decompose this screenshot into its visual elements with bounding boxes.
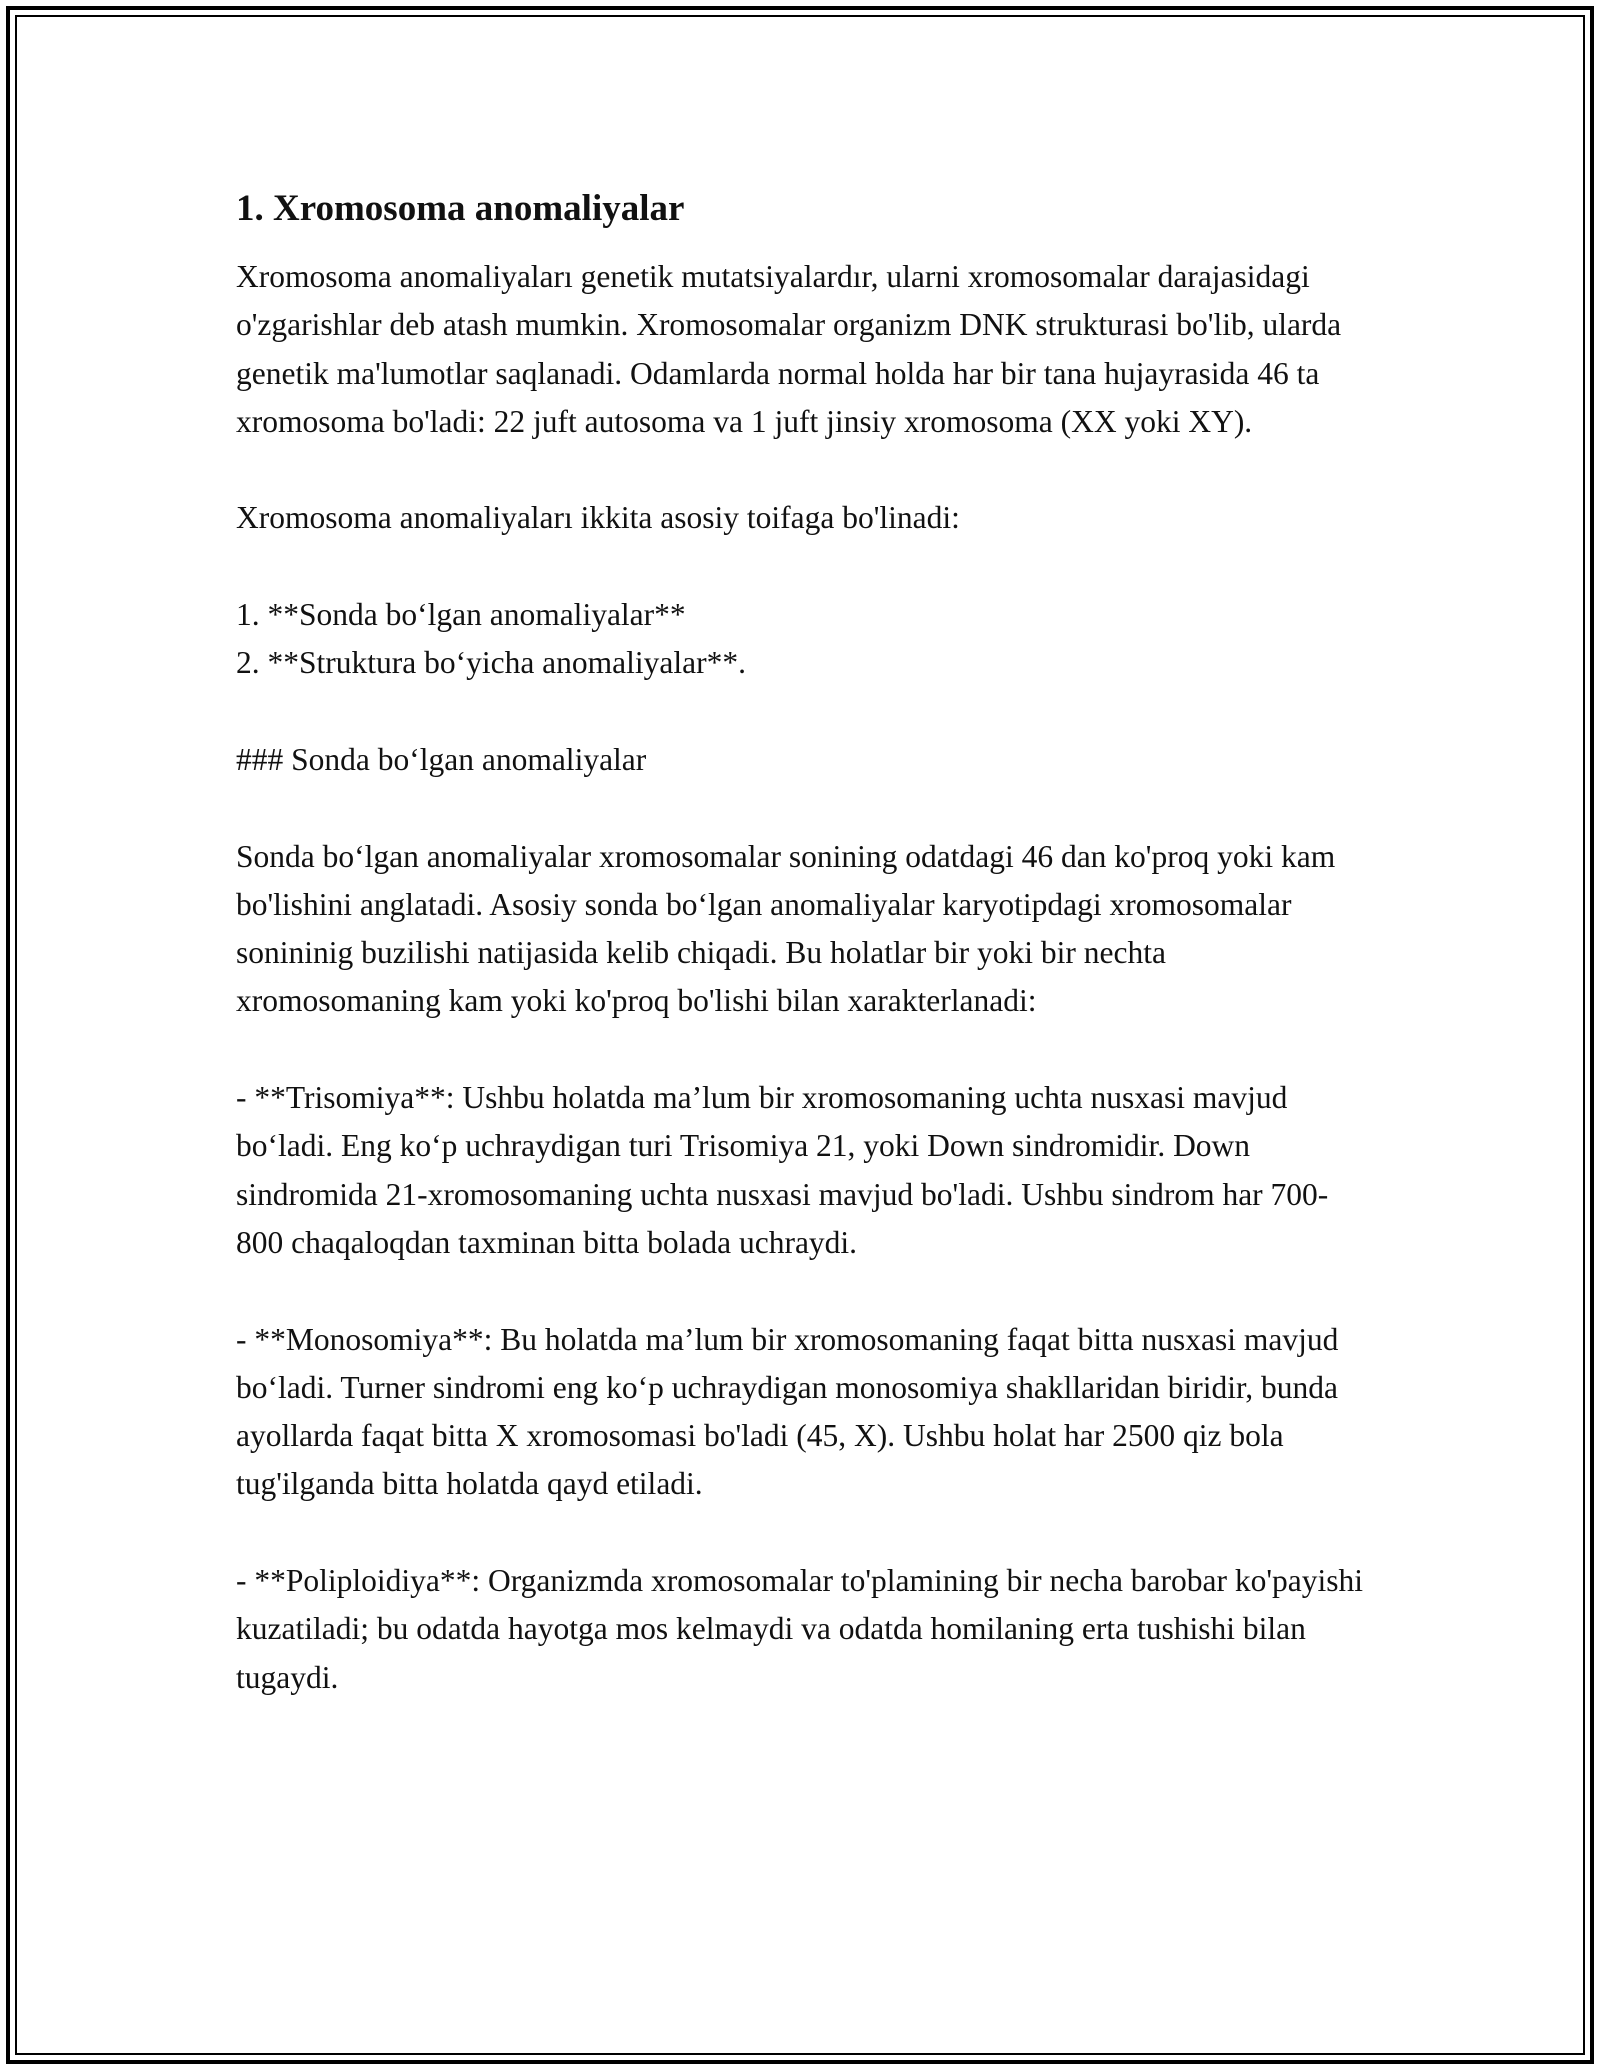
list-item: 2. **Struktura bo‘yicha anomaliyalar**. [236, 645, 746, 681]
intro-paragraph: Xromosoma anomaliyaları genetik mutatsiyalardır, ularni xromosomalar darajasidagi o'zgarishlar deb atash mumkin. Xromosomalar organizm DNK strukturasi bo'lib, ularda genetik ma'lumotlar saqlanadi. Odamlarda normal holda har bir tana hujayrasida 46 ta xromosoma bo'ladi: 22 juft autosoma va 1 juft jinsiy xromosoma (XX yoki XY). [236, 259, 1342, 439]
section-heading: 1. Xromosoma anomaliyalar [236, 188, 685, 229]
monosomy-paragraph: - **Monosomiya**: Bu holatda ma’lum bir xromosomaning faqat bitta nusxasi mavjud bo‘ladi. Turner sindromi eng ko‘p uchraydigan monosomiya shakllaridan biridir, bunda ayollarda faqat bitta X xromosomasi bo'ladi (45, X). Ushbu holat har 2500 qiz bola tug'ilganda bitta holatda qayd etiladi. [236, 1321, 1339, 1502]
trisomy-paragraph: - **Trisomiya**: Ushbu holatda ma’lum bir xromosomaning uchta nusxasi mavjud bo‘ladi. Eng ko‘p uchraydigan turi Trisomiya 21, yoki Down sindromidir. Down sindromida 21-xromosomaning uchta nusxasi mavjud bo'ladi. Ushbu sindrom har 700-800 chaqaloqdan taxminan bitta bolada uchraydi. [236, 1080, 1329, 1260]
list-item: 1. **Sonda bo‘lgan anomaliyalar** [236, 597, 686, 633]
categories-intro-paragraph: Xromosoma anomaliyaları ikkita asosiy toifaga bo'linadi: [236, 500, 960, 536]
numeric-anomalies-paragraph: Sonda bo‘lgan anomaliyalar xromosomalar sonining odatdagi 46 dan ko'proq yoki kam bo'lishini anglatadi. Asosiy sonda bo‘lgan anomaliyalar karyotipdagi xromosomalar sonininig buzilishi natijasida kelib chiqadi. Bu holatlar bir yoki bir nechta xromosomaning kam yoki ko'proq bo'lishi bilan xarakterlanadi: [236, 838, 1336, 1019]
polyploidy-paragraph: - **Poliploidiya**: Organizmda xromosomalar to'plamining bir necha barobar ko'payishi kuzatiladi; bu odatda hayotga mos kelmaydi va odatda homilaning erta tushishi bilan tugaydi. [236, 1563, 1364, 1695]
subheading-line: ### Sonda bo‘lgan anomaliyalar [236, 741, 647, 777]
categories-list [236, 591, 1371, 688]
document-body [236, 185, 1371, 1702]
